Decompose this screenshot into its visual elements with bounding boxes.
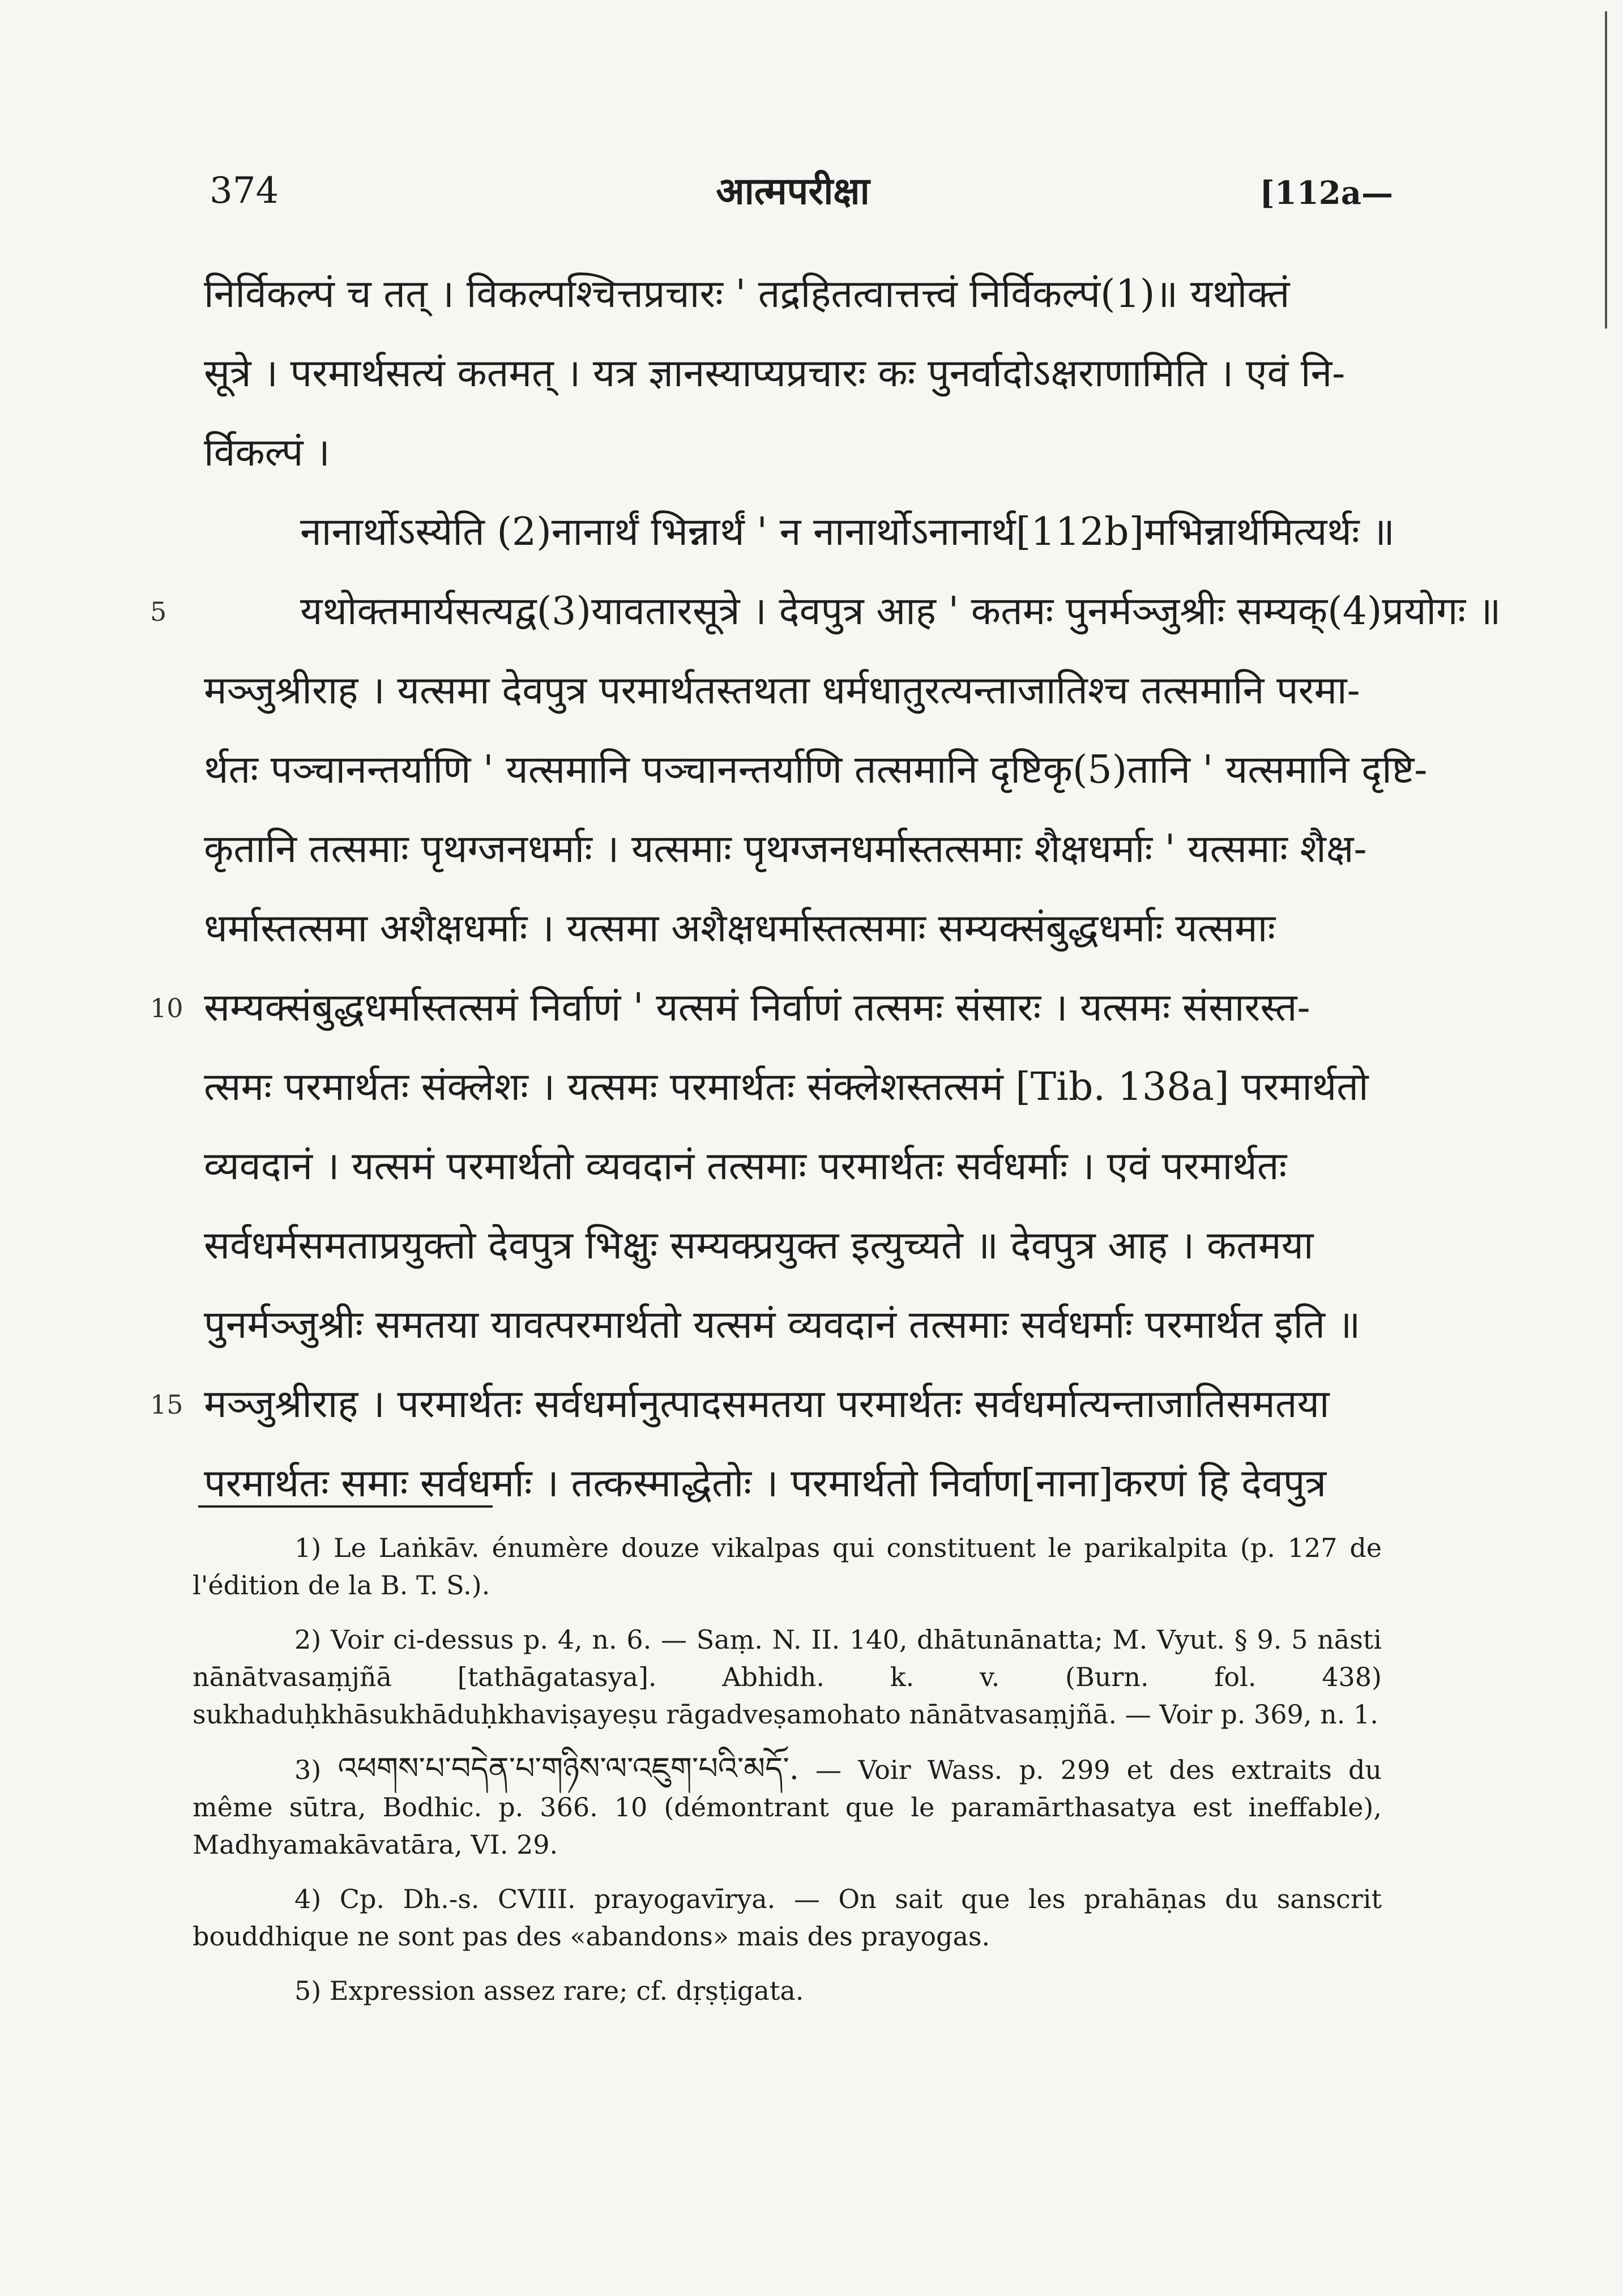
footnote: [193, 1621, 1382, 1733]
footnote-text: Cp. Dh.-s. CVIII. prayogavīrya. — On sait que les prahāṇas du sanscrit bouddhique ne sont pas des «abandons» mais des prayogas.: [193, 1884, 1382, 1952]
tibetan-title: འཕགས་པ་བདེན་པ་གཉིས་ལ་འཇུག་པའི་མདོ་.: [338, 1751, 799, 1786]
text-line: [204, 651, 1387, 731]
footnote: [193, 1529, 1382, 1604]
footnote-number: 2): [294, 1624, 322, 1655]
line-text: व्यवदानं । यत्समं परमार्थतो व्यवदानं तत्समाः परमार्थतः सर्वधर्माः । एवं परमार्थतः: [204, 1144, 1287, 1189]
footnote-text: Expression assez rare; cf. dṛṣṭigata.: [329, 1975, 804, 2006]
text-line: [204, 889, 1387, 968]
text-line: [204, 413, 1387, 493]
footnote-text: Le Laṅkāv. énumère douze vikalpas qui constituent le parikalpita (p. 127 de l'édition de la B. T. S.).: [193, 1533, 1382, 1601]
page-edge-mark: [1605, 11, 1607, 328]
section-reference: [112a—: [1259, 174, 1393, 212]
running-title: आत्मपरीक्षा: [716, 169, 870, 213]
line-number: 5: [150, 596, 167, 627]
line-text: मञ्जुश्रीराह । परमार्थतः सर्वधर्मानुत्पादसमतया परमार्थतः सर्वधर्मात्यन्ताजातिसमतया: [204, 1382, 1330, 1427]
line-text: मञ्जुश्रीराह । यत्समा देवपुत्र परमार्थतस्तथता धर्मधातुरत्यन्ताजातिश्च तत्समानि परमा-: [204, 668, 1360, 713]
footnote-divider: [198, 1505, 493, 1508]
footnote: [193, 1750, 1382, 1863]
line-text: र्थतः पञ्चानन्तर्याणि ' यत्समानि पञ्चानन्तर्याणि तत्समानि दृष्टिकृ(5)तानि ' यत्समानि दृष्टि-: [204, 748, 1428, 792]
text-line: [204, 731, 1428, 810]
text-line: [204, 334, 1387, 413]
text-line: [204, 1048, 1387, 1127]
line-text: सूत्रे । परमार्थसत्यं कतमत् । यत्र ज्ञानस्याप्यप्रचारः कः पुनर्वादोऽक्षराणामिति । एवं नि-: [204, 351, 1346, 396]
line-text: यथोक्तमार्यसत्यद्व(3)यावतारसूत्रे । देवपुत्र आह ' कतमः पुनर्मञ्जुश्रीः सम्यक्(4)प्रयोगः ॥: [300, 589, 1501, 634]
line-text: पुनर्मञ्जुश्रीः समतया यावत्परमार्थतो यत्समं व्यवदानं तत्समाः सर्वधर्माः परमार्थत इति ॥: [204, 1303, 1361, 1347]
page-header: [193, 164, 1393, 227]
footnote: [193, 1880, 1382, 1955]
line-number: 15: [150, 1389, 183, 1420]
footnote-number: 4): [294, 1884, 322, 1914]
line-text: परमार्थतः समाः सर्वधर्माः । तत्कस्माद्धेतोः । परमार्थतो निर्वाण[नाना]करणं हि देवपुत्र: [204, 1461, 1327, 1506]
footnote-text: — Voir Wass. p. 299 et des extraits du même sūtra, Bodhic. p. 366. 10 (démontrant que le paramārthasatya est ineffable), Madhyamakāvatāra, VI. 29.: [193, 1755, 1382, 1860]
footnote-number: 5): [294, 1975, 322, 2006]
text-line: [204, 493, 1395, 572]
footnote-number: 1): [294, 1533, 322, 1563]
text-line: [204, 1286, 1387, 1365]
line-text: सर्वधर्मसमताप्रयुक्तो देवपुत्र भिक्षुः सम्यक्प्रयुक्त इत्युच्यते ॥ देवपुत्र आह । कतमया: [204, 1223, 1314, 1268]
text-line: [204, 1127, 1387, 1206]
footnotes: [193, 1529, 1382, 2026]
footnote-text: Voir ci-dessus p. 4, n. 6. — Saṃ. N. II. 140, dhātunānatta; M. Vyut. § 9. 5 nāsti nānātvasaṃjñā [tathāgatasya]. Abhidh. k. v. (Burn. fol. 438) sukhaduḥkhāsukhāduḥkhaviṣayeṣu rāgadveṣamohato nānātvasaṃjñā. — Voir p. 369, n. 1.: [193, 1624, 1382, 1730]
line-text: सम्यक्संबुद्धधर्मास्तत्समं निर्वाणं ' यत्समं निर्वाणं तत्समः संसारः । यत्समः संसारस्त-: [204, 985, 1310, 1030]
text-line: [204, 1206, 1387, 1286]
sanskrit-text-block: [150, 255, 1501, 1523]
line-text: त्समः परमार्थतः संक्लेशः । यत्समः परमार्थतः संक्लेशस्तत्समं [Tib. 138a] परमार्थतो: [204, 1065, 1369, 1109]
text-line: [150, 968, 1387, 1048]
line-text: धर्मास्तत्समा अशैक्षधर्माः । यत्समा अशैक्षधर्मास्तत्समाः सम्यक्संबुद्धधर्माः यत्समाः: [204, 906, 1276, 951]
text-line: [204, 1444, 1387, 1523]
line-text: कृतानि तत्समाः पृथग्जनधर्माः । यत्समाः पृथग्जनधर्मास्तत्समाः शैक्षधर्माः ' यत्समाः शैक्ष-: [204, 827, 1367, 872]
text-line: [150, 1365, 1387, 1444]
line-text: निर्विकल्पं च तत् । विकल्पश्चित्तप्रचारः ' तद्रहितत्वात्तत्त्वं निर्विकल्पं(1)॥ यथोक्तं: [204, 272, 1290, 317]
footnote-number: 3): [294, 1755, 322, 1785]
footnote: [193, 1972, 1382, 2009]
text-line: [204, 810, 1387, 889]
text-line: [204, 255, 1387, 334]
line-text: र्विकल्पं ।: [204, 430, 330, 475]
line-text: नानार्थोऽस्येति (2)नानार्थं भिन्नार्थं ' न नानार्थोऽनानार्थ[112b]मभिन्नार्थमित्यर्थः ॥: [300, 510, 1395, 554]
line-number: 10: [150, 993, 183, 1023]
text-line: [150, 572, 1501, 651]
page-number: 374: [210, 170, 279, 212]
